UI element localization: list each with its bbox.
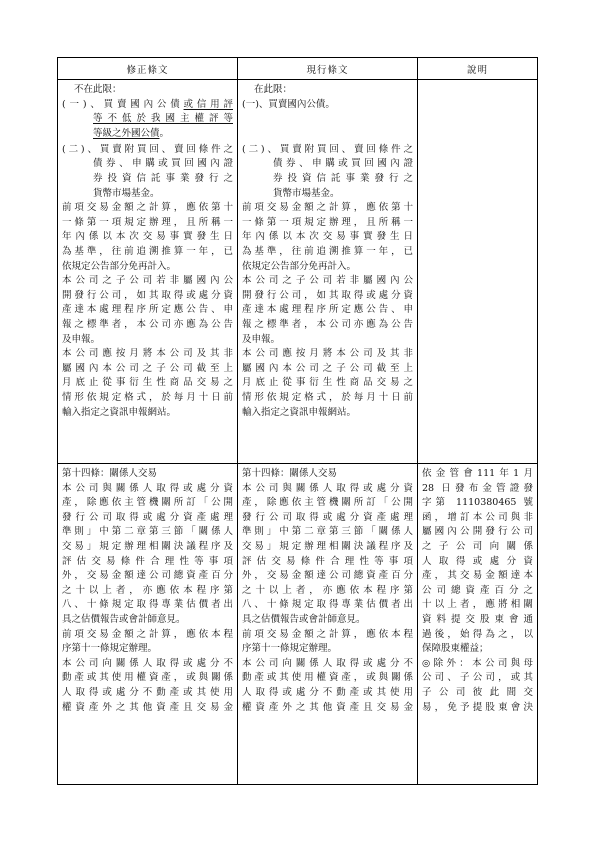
text-line: 產達本處理程序所定應公告、申 [62, 304, 233, 316]
text-line: 第十四條：關係人交易 [242, 468, 338, 479]
text-line: 本公司應按月將本公司及其非 [242, 348, 413, 360]
explanation-cell [418, 80, 538, 464]
text-line: 屬國內本公司之子公司截至上 [62, 362, 233, 374]
text-line: 債券、申購或買回國內證 [273, 158, 413, 170]
text-line: 動產或其使用權資產，或與關係 [242, 672, 413, 684]
text-line: (一)、買賣國內公債。 [242, 98, 335, 110]
text-line: 第十四條：關係人交易 [62, 468, 158, 479]
revised-cell [58, 80, 238, 464]
text-line: 八、十條規定取得專業估價者出 [62, 599, 233, 611]
current-cell [238, 80, 418, 464]
text-line: 之子公司向關係 [422, 540, 533, 552]
text-line: 年內係以本次交易事實發生日 [242, 231, 413, 243]
underlined-revision: 等不低於我國主權評等 [93, 113, 233, 125]
table-header-row [58, 58, 538, 80]
text-line: 等級之外國公債。 [93, 127, 170, 139]
text-line: 產，其交易金額達本 [422, 570, 533, 582]
text-line: 貨幣市場基金。 [273, 187, 340, 199]
text-line: 前項交易金額之計算，應依本程 [242, 628, 413, 640]
text-line: 本公司之子公司若非屬國內公 [62, 275, 233, 287]
text-line: 產，除應依主管機關所訂「公開 [62, 497, 233, 509]
text-line: 月底止從事衍生性商品交易之 [62, 377, 233, 389]
text-line: 準則」中第二章第三節「關係人 [242, 526, 413, 538]
text-line: 為基準，往前追溯推算一年，已 [62, 246, 233, 258]
text-line: 開發行公司，如其取得或處分資 [62, 289, 233, 301]
underlined-revision: 等級之外國公債 [93, 127, 160, 139]
text-line: 外，交易金額達公司總資產百分 [242, 570, 413, 582]
text-line: 本公司與關係人取得或處分資 [242, 482, 413, 494]
text-line: 之十以上者，亦應依本程序第 [62, 584, 233, 596]
text-line: 權資產外之其他資產且交易金 [62, 701, 233, 713]
text-line: 交易」規定辦理相關決議程序及 [62, 540, 233, 552]
text-line: 序第十一條規定辦理。 [62, 643, 158, 655]
text-line: 28 日發布金管證發 [422, 482, 533, 494]
text-line: 字第 1110380465 號 [422, 497, 533, 509]
text-line: 報之標準者，本公司亦應為公告 [62, 319, 233, 330]
text-line: ◎除外：本公司與母 [422, 657, 533, 669]
text-line: 及申報。 [242, 333, 281, 345]
text-line [242, 112, 413, 127]
text-line: 及申報。 [62, 333, 101, 345]
text-line: 月底止從事衍生性商品交易之 [242, 377, 413, 389]
text-line [62, 112, 233, 127]
text-line: 準則」中第二章第三節「關係人 [62, 526, 233, 538]
text-line: 券投資信託事業發行之 [273, 173, 413, 185]
text-line [242, 127, 413, 142]
header-explanation: 說明 [418, 58, 538, 80]
text-line: 本公司之子公司若非屬國內公 [242, 275, 413, 287]
header-revised-articles: 修正條文 [58, 58, 238, 80]
text-line: 十以上者，應將相關 [422, 599, 533, 611]
text-line: 本公司向關係人取得或處分不 [62, 657, 233, 669]
table-row [58, 464, 538, 785]
text-line: 外，交易金額達公司總資產百分 [62, 570, 233, 582]
text-line: 權資產外之其他資產且交易金 [242, 701, 413, 713]
text-line: 具之估價報告或會計師意見。 [242, 613, 366, 625]
underlined-revision: 或信用評 [183, 98, 233, 110]
text-line: 年內係以本次交易事實發生日 [62, 231, 233, 243]
text-line: 發行公司取得或處分資產處理 [242, 511, 413, 523]
text-line: 為基準，往前追溯推算一年，已 [242, 246, 413, 258]
text-line: 屬國內公開發行公司 [422, 526, 533, 538]
text-line: 依規定公告部分免再計入。 [242, 260, 357, 272]
text-line: 資料提交股東會通 [422, 613, 533, 625]
text-line: 屬國內本公司之子公司截至上 [242, 362, 413, 374]
current-cell [238, 464, 418, 785]
text-line: 產，除應依主管機關所訂「公開 [242, 497, 413, 509]
text-line: 輸入指定之資訊申報網站。 [242, 406, 357, 418]
text-line: (二)、買賣附買回、賣回條件之 [242, 143, 413, 155]
text-line: 公司總資產百分之 [422, 584, 533, 596]
text-line: 前項交易金額之計算，應依第十 [62, 202, 233, 214]
text-line: 貨幣市場基金。 [93, 187, 160, 199]
text-line: 情形依規定格式，於每月十日前 [242, 391, 413, 403]
text-line: 序第十一條規定辦理。 [242, 643, 338, 655]
text-line: 產達本處理程序所定應公告、申 [242, 304, 413, 316]
text-line: 之十以上者，亦應依本程序第 [242, 584, 413, 596]
text-line: 動產或其使用權資產，或與關係 [62, 672, 233, 684]
text-line: 子公司彼此間交 [422, 686, 533, 698]
text-line: 評估交易條件合理性等事項 [62, 555, 233, 567]
text-line: 易，免予提股東會決 [422, 701, 533, 713]
text-line: 債券、申購或買回國內證 [93, 158, 233, 170]
text-line: 輸入指定之資訊申報網站。 [62, 406, 177, 418]
text-line: 函，增訂本公司與非 [422, 511, 533, 523]
text-line: 人取得或處分資 [422, 555, 533, 567]
text-line: (一)、買賣國內公債或信用評 [62, 98, 233, 110]
text-line: 保障股東權益； [422, 643, 489, 655]
text-line: 前項交易金額之計算，應依第十 [242, 202, 413, 214]
text-line: 過後，始得為之，以 [422, 628, 533, 640]
text-line: (二)、買賣附買回、賣回條件之 [62, 143, 233, 155]
text-line: 本公司應按月將本公司及其非 [62, 348, 233, 360]
explanation-cell [418, 464, 538, 785]
amendment-comparison-table [57, 57, 538, 785]
text-line: 依金管會111年1月 [422, 468, 533, 479]
text-line: 在此限： [254, 84, 293, 95]
text-line: 本公司向關係人取得或處分不 [242, 657, 413, 669]
text-line: 具之估價報告或會計師意見。 [62, 613, 186, 625]
text-line: 本公司與關係人取得或處分資 [62, 482, 233, 494]
revised-cell [58, 464, 238, 785]
text-line: 券投資信託事業發行之 [93, 173, 233, 185]
text-line: 依規定公告部分免再計入。 [62, 260, 177, 272]
text-line: 不在此限： [74, 84, 122, 95]
text-line: 一條第一項規定辦理，且所稱一 [62, 216, 233, 228]
text-line: 人取得或處分不動產或其使用 [62, 686, 233, 698]
text-line: 人取得或處分不動產或其使用 [242, 686, 413, 698]
text-line: 情形依規定格式，於每月十日前 [62, 391, 233, 403]
text-line: 一條第一項規定辦理，且所稱一 [242, 216, 413, 228]
text-line: 八、十條規定取得專業估價者出 [242, 599, 413, 611]
text-line: 交易」規定辦理相關決議程序及 [242, 540, 413, 552]
text-line: 發行公司取得或處分資產處理 [62, 511, 233, 523]
text-line: 評估交易條件合理性等事項 [242, 555, 413, 567]
text-line: 開發行公司，如其取得或處分資 [242, 289, 413, 301]
table-row [58, 80, 538, 464]
text-line: 公司、子公司，或其 [422, 672, 533, 684]
text-line: 報之標準者，本公司亦應為公告 [242, 319, 413, 330]
header-current-articles: 現行條文 [238, 58, 418, 80]
text-line: 前項交易金額之計算，應依本程 [62, 628, 233, 640]
